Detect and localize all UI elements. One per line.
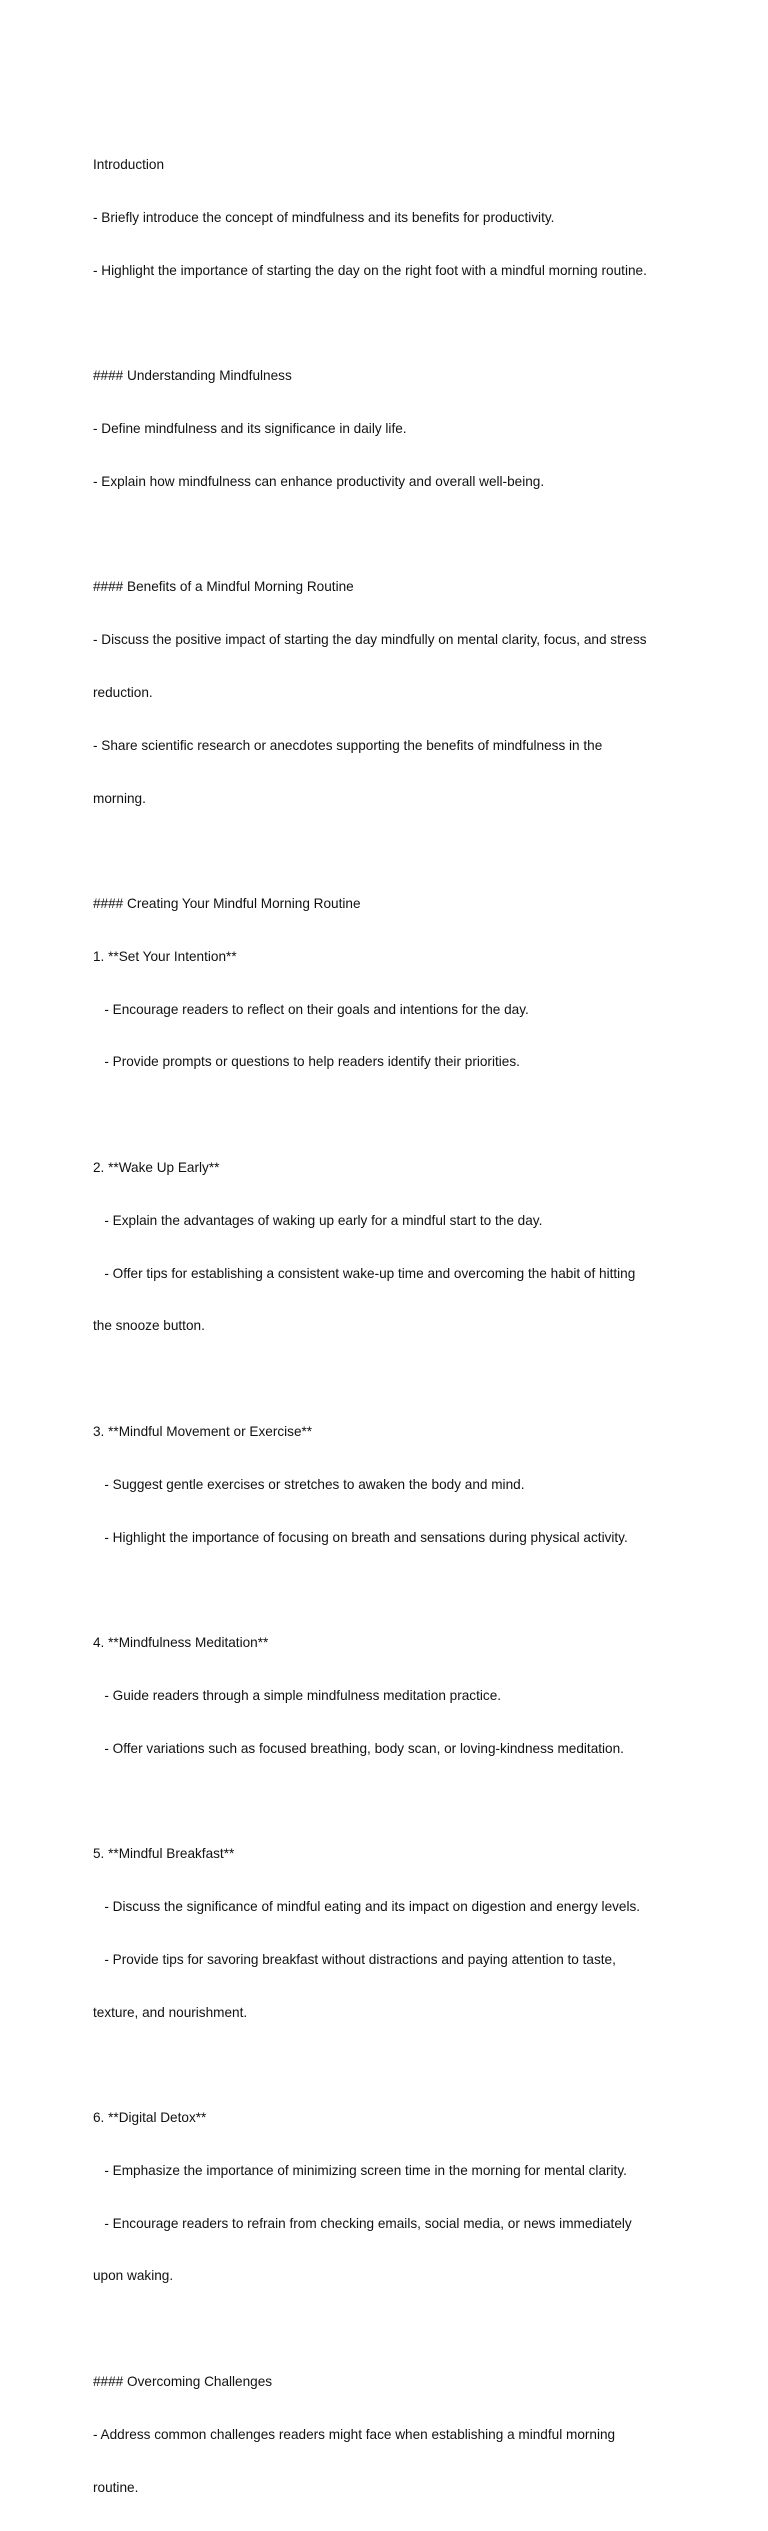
- line-step-6-bullet-2: - Encourage readers to refrain from checking emails, social media, or news immediately: [93, 2215, 632, 2231]
- line-step-6-bullet-1: - Emphasize the importance of minimizing screen time in the morning for mental clarity.: [93, 2162, 627, 2178]
- line-understanding-bullet-2: - Explain how mindfulness can enhance productivity and overall well-being.: [93, 473, 545, 489]
- line-challenges-bullet-1: - Address common challenges readers might face when establishing a mindful morning: [93, 2426, 616, 2442]
- line-understanding-heading: #### Understanding Mindfulness: [93, 368, 292, 384]
- line-step-4-bullet-2: - Offer variations such as focused breathing, body scan, or loving-kindness meditation.: [93, 1740, 624, 1756]
- line-benefits-bullet-1: - Discuss the positive impact of starting the day mindfully on mental clarity, focus, and stress: [93, 632, 647, 648]
- line-step-6-bullet-2-cont: upon waking.: [93, 2268, 174, 2284]
- line-step-4-bullet-1: - Guide readers through a simple mindfulness meditation practice.: [93, 1687, 502, 1703]
- line-step-5-title: 5. **Mindful Breakfast**: [93, 1846, 235, 1862]
- line-benefits-bullet-1-cont: reduction.: [93, 685, 153, 700]
- line-step-1-title: 1. **Set Your Intention**: [93, 948, 237, 964]
- line-step-3-bullet-1: - Suggest gentle exercises or stretches to awaken the body and mind.: [93, 1476, 525, 1492]
- line-challenges-heading: #### Overcoming Challenges: [93, 2374, 273, 2389]
- blank-line: [93, 1370, 693, 1388]
- line-challenges-bullet-1-cont: routine.: [93, 2479, 139, 2495]
- line-step-1-bullet-2: - Provide prompts or questions to help readers identify their priorities.: [93, 1054, 520, 1070]
- document-text: [93, 121, 693, 2531]
- line-benefits-bullet-2-cont: morning.: [93, 790, 146, 806]
- line-step-6-title: 6. **Digital Detox**: [93, 2110, 207, 2126]
- line-step-1-bullet-1: - Encourage readers to reflect on their goals and intentions for the day.: [93, 1001, 529, 1017]
- blank-line: [93, 842, 693, 860]
- line-step-4-title: 4. **Mindfulness Meditation**: [93, 1635, 269, 1651]
- line-creating-heading: #### Creating Your Mindful Morning Routine: [93, 896, 361, 912]
- line-benefits-heading: #### Benefits of a Mindful Morning Routine: [93, 579, 354, 595]
- line-understanding-bullet-1: - Define mindfulness and its significance in daily life.: [93, 421, 407, 437]
- blank-line: [93, 2056, 693, 2074]
- line-step-2-bullet-2: - Offer tips for establishing a consistent wake-up time and overcoming the habit of hitting: [93, 1265, 636, 1281]
- line-step-5-bullet-2: - Provide tips for savoring breakfast without distractions and paying attention to taste,: [93, 1951, 616, 1967]
- line-step-2-bullet-1: - Explain the advantages of waking up early for a mindful start to the day.: [93, 1212, 543, 1228]
- blank-line: [93, 2320, 693, 2338]
- blank-line: [93, 315, 693, 333]
- line-step-2-bullet-2-cont: the snooze button.: [93, 1318, 205, 1334]
- blank-line: [93, 526, 693, 544]
- line-step-3-bullet-2: - Highlight the importance of focusing on breath and sensations during physical activity.: [93, 1529, 628, 1545]
- line-benefits-bullet-2: - Share scientific research or anecdotes supporting the benefits of mindfulness in the: [93, 737, 603, 753]
- line-step-5-bullet-2-cont: texture, and nourishment.: [93, 2004, 248, 2020]
- line-step-3-title: 3. **Mindful Movement or Exercise**: [93, 1423, 313, 1439]
- blank-line: [93, 1106, 693, 1124]
- line-step-2-title: 2. **Wake Up Early**: [93, 1160, 220, 1176]
- line-step-5-bullet-1: - Discuss the significance of mindful eating and its impact on digestion and energy levels.: [93, 1898, 641, 1914]
- line-intro-bullet-2: - Highlight the importance of starting the day on the right foot with a mindful morning routine.: [93, 262, 647, 278]
- line-intro-bullet-1: - Briefly introduce the concept of mindfulness and its benefits for productivity.: [93, 209, 555, 225]
- line-introduction-heading: Introduction: [93, 157, 165, 173]
- blank-line: [93, 1792, 693, 1810]
- blank-line: [93, 1581, 693, 1599]
